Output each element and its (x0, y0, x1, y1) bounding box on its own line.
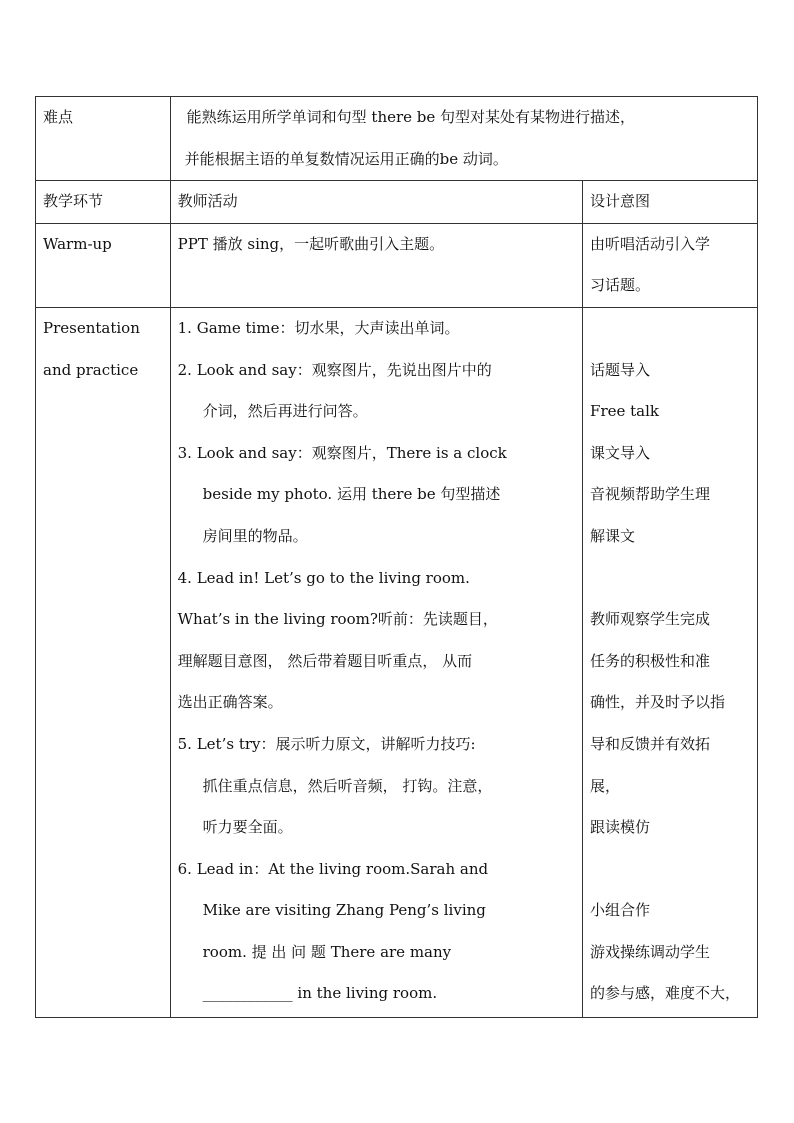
activity-2-line-2: 介词，然后再进行问答。 (202, 402, 368, 421)
difficulty-content (170, 97, 757, 181)
intent-line: 展， (590, 776, 621, 795)
activity-2-line-1: 2. Look and say：观察图片，先说出图片中的 (177, 360, 492, 379)
activity-3-line-1: 3. Look and say：观察图片，There is a clock (177, 443, 507, 462)
activity-5-line-2: 抓住重点信息，然后听音频， 打钩。注意， (202, 776, 493, 795)
difficulty-row (36, 97, 758, 181)
intent-line: 的参与感，难度不大， (590, 984, 741, 1003)
intent-line: 音视频帮助学生理 (590, 485, 711, 504)
activity-6-line-2: Mike are visiting Zhang Peng’s living (202, 901, 486, 920)
warmup-stage: Warm-up (36, 223, 171, 307)
activity-4b-line-3: 选出正确答案。 (177, 693, 283, 712)
intent-line: 游戏操练调动学生 (590, 942, 711, 961)
activity-3-line-2: beside my photo. 运用 there be 句型描述 (202, 485, 501, 504)
difficulty-line-2: 并能根据主语的单复数情况运用正确的be 动词。 (184, 149, 508, 168)
warmup-activity: PPT 播放 sing，一起听歌曲引入主题。 (170, 223, 582, 307)
activity-5-line-3: 听力要全面。 (202, 818, 293, 837)
intent-line: Free talk (590, 402, 660, 421)
intent-line: 导和反馈并有效拓 (590, 734, 711, 753)
warmup-row (36, 223, 758, 307)
activity-1-line-1: 1. Game time：切水果，大声读出单词。 (177, 318, 460, 337)
activity-6-line-1: 6. Lead in：At the living room.Sarah and (177, 859, 489, 878)
intent-line: 话题导入 (590, 360, 651, 379)
intent-line (590, 558, 751, 600)
lesson-plan-table (35, 96, 758, 1018)
intent-line: 任务的积极性和准 (590, 651, 711, 670)
header-row (36, 181, 758, 224)
intent-line (590, 849, 751, 891)
intent-line (590, 308, 751, 350)
presentation-stage: Presentation and practice (36, 307, 171, 1017)
activity-4b-line-1: What’s in the living room?听前：先读题目， (177, 610, 498, 629)
intent-line: 小组合作 (590, 901, 651, 920)
difficulty-label: 难点 (36, 97, 171, 181)
activity-3-line-3: 房间里的物品。 (202, 526, 308, 545)
activity-6-line-4: ____________ in the living room. (202, 984, 438, 1003)
header-stage: 教学环节 (36, 181, 171, 224)
intent-line: 教师观察学生完成 (590, 610, 711, 629)
intent-line: 跟读模仿 (590, 818, 651, 837)
presentation-activities (170, 307, 582, 1017)
intent-line: 课文导入 (590, 443, 651, 462)
activity-4-line-1: 4. Lead in! Let’s go to the living room. (177, 568, 470, 587)
intent-line: 解课文 (590, 526, 636, 545)
header-design-intent: 设计意图 (583, 181, 758, 224)
warmup-intent: 由听唱活动引入学 习话题。 (583, 223, 758, 307)
activity-5-line-1: 5. Let’s try：展示听力原文，讲解听力技巧: (177, 734, 476, 753)
header-teacher-activity: 教师活动 (170, 181, 582, 224)
presentation-intents (583, 307, 758, 1017)
intent-line: 确性，并及时予以指 (590, 693, 726, 712)
activity-6-line-3: room. 提 出 问 题 There are many (202, 942, 452, 961)
presentation-row (36, 307, 758, 1017)
difficulty-line-1: 能熟练运用所学单词和句型 there be 句型对某处有某物进行描述， (186, 108, 636, 126)
activity-4b-line-2: 理解题目意图， 然后带着题目听重点， 从而 (177, 651, 473, 670)
